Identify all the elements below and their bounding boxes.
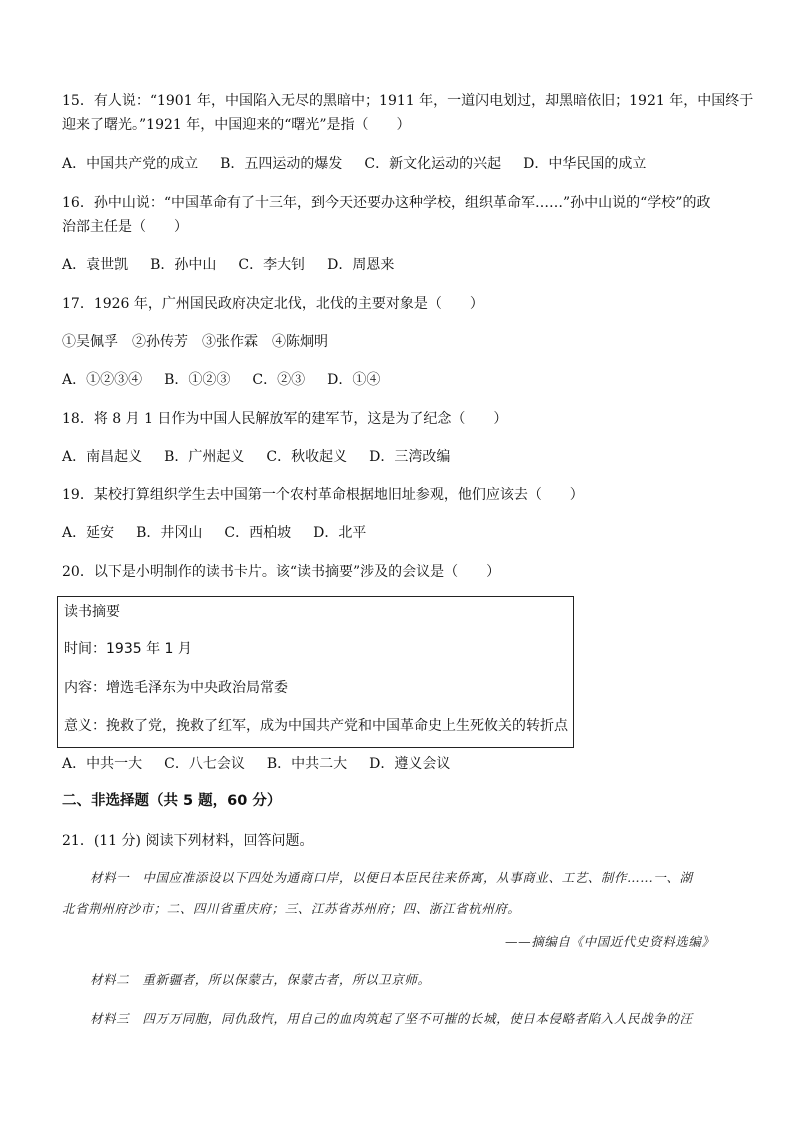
q15-option-d[interactable]: D．中华民国的成立 xyxy=(523,156,647,172)
q16-options xyxy=(62,256,416,274)
q20-option-d[interactable]: D．遵义会议 xyxy=(369,756,451,772)
q19-option-a[interactable]: A．延安 xyxy=(62,525,115,541)
q21-stem: 21．(11 分) 阅读下列材料，回答问题。 xyxy=(62,833,314,849)
material1-line1: 材料一 中国应准添设以下四处为通商口岸，以便日本臣民往来侨寓，从事商业、工艺、制作……一、湖 xyxy=(90,870,693,885)
q20-option-b[interactable]: B．中共二大 xyxy=(266,756,348,772)
q17-options xyxy=(62,371,402,389)
q15-option-a[interactable]: A．中国共产党的成立 xyxy=(62,156,199,172)
q19-option-d[interactable]: D．北平 xyxy=(313,525,367,541)
q19-option-c[interactable]: C．西柏坡 xyxy=(224,525,292,541)
q20-options xyxy=(62,755,472,773)
material1-source: ——摘编自《中国近代史资料选编》 xyxy=(505,934,715,949)
q15-stem-line1: 15．有人说：“1901 年，中国陷入无尽的黑暗中；1911 年，一道闪电划过，却黑暗依旧；1921 年，中国终于 xyxy=(62,93,754,109)
q16-option-c[interactable]: C．李大钊 xyxy=(238,257,306,273)
q17-option-a[interactable]: A．①②③④ xyxy=(62,372,143,388)
q17-stem: 17．1926 年，广州国民政府决定北伐，北伐的主要对象是（ ） xyxy=(62,296,484,312)
q17-option-b[interactable]: B．①②③ xyxy=(164,372,231,388)
q15-option-c[interactable]: C．新文化运动的兴起 xyxy=(364,156,502,172)
q20-option-a[interactable]: A．中共一大 xyxy=(62,756,143,772)
material1-line2: 北省荆州府沙市；二、四川省重庆府；三、江苏省苏州府；四、浙江省杭州府。 xyxy=(62,901,521,916)
q16-stem-line1: 16．孙中山说：“中国革命有了十三年，到今天还要办这种学校，组织革命军……”孙中山说的“学校”的政 xyxy=(62,195,711,211)
q15-option-b[interactable]: B．五四运动的爆发 xyxy=(220,156,343,172)
reading-card-title: 读书摘要 xyxy=(64,604,120,620)
reading-card xyxy=(57,596,574,748)
section-heading: 二、非选择题（共 5 题，60 分） xyxy=(62,793,282,809)
q17-items: ①吴佩孚 ②孙传芳 ③张作霖 ④陈炯明 xyxy=(62,334,328,350)
q16-option-b[interactable]: B．孙中山 xyxy=(150,257,217,273)
q20-option-c[interactable]: C．八七会议 xyxy=(164,756,245,772)
q17-option-d[interactable]: D．①④ xyxy=(327,372,381,388)
q16-option-a[interactable]: A．袁世凯 xyxy=(62,257,129,273)
reading-card-content: 内容：增选毛泽东为中央政治局常委 xyxy=(64,680,288,696)
q18-option-d[interactable]: D．三湾改编 xyxy=(369,449,451,465)
q18-options xyxy=(62,448,472,466)
q18-option-a[interactable]: A．南昌起义 xyxy=(62,449,143,465)
q19-options xyxy=(62,524,388,542)
q16-option-d[interactable]: D．周恩来 xyxy=(327,257,395,273)
material3-line1: 材料三 四万万同胞，同仇敌忾，用自己的血肉筑起了坚不可摧的长城，使日本侵略者陷入人民战争的汪 xyxy=(90,1011,693,1026)
q20-stem: 20．以下是小明制作的读书卡片。该“读书摘要”涉及的会议是（ ） xyxy=(62,564,501,580)
reading-card-time: 时间：1935 年 1 月 xyxy=(64,641,192,657)
q17-option-c[interactable]: C．②③ xyxy=(252,372,306,388)
q16-stem-line2: 治部主任是（ ） xyxy=(62,219,188,235)
q18-option-c[interactable]: C．秋收起义 xyxy=(266,449,348,465)
material2: 材料二 重新疆者，所以保蒙古，保蒙古者，所以卫京师。 xyxy=(90,972,431,987)
q19-option-b[interactable]: B．井冈山 xyxy=(136,525,203,541)
q19-stem: 19．某校打算组织学生去中国第一个农村革命根据地旧址参观，他们应该去（ ） xyxy=(62,487,584,503)
q18-option-b[interactable]: B．广州起义 xyxy=(164,449,245,465)
q15-stem-line2: 迎来了曙光。”1921 年，中国迎来的“曙光”是指（ ） xyxy=(62,117,411,133)
reading-card-meaning: 意义：挽救了党，挽救了红军，成为中国共产党和中国革命史上生死攸关的转折点 xyxy=(64,718,568,734)
q15-options xyxy=(62,155,668,173)
q18-stem: 18．将 8 月 1 日作为中国人民解放军的建军节，这是为了纪念（ ） xyxy=(62,411,508,427)
